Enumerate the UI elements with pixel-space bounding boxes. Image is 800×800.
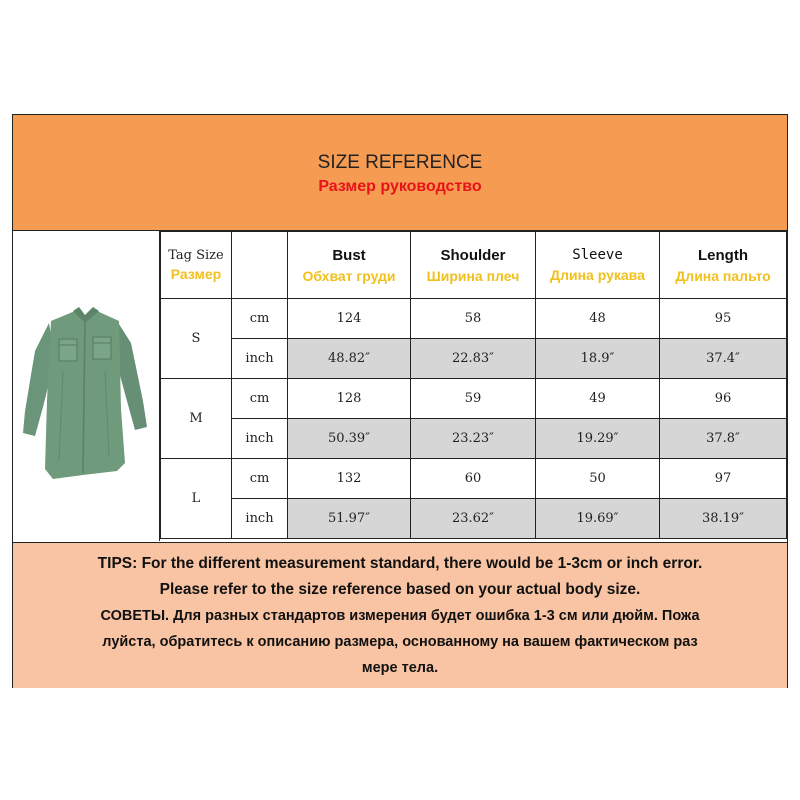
bust-label: Bust — [332, 246, 366, 264]
length-value: 97 — [660, 459, 787, 499]
sleeve-value: 50 — [536, 459, 660, 499]
size-table — [160, 231, 787, 539]
shoulder-value: 23.62″ — [411, 499, 536, 539]
shoulder-value: 59 — [411, 379, 536, 419]
shoulder-value: 23.23″ — [411, 419, 536, 459]
size-chart — [12, 114, 788, 688]
unit-cell: inch — [232, 339, 288, 379]
bust-value: 124 — [288, 299, 411, 339]
bust-value: 50.39″ — [288, 419, 411, 459]
table-header-row — [161, 232, 787, 299]
length-header — [660, 232, 787, 299]
bust-value: 48.82″ — [288, 339, 411, 379]
table-row — [161, 499, 787, 539]
table-row — [161, 299, 787, 339]
tips-line-3: СОВЕТЫ. Для разных стандартов измерения будет ошибка 1-3 см или дюйм. Пожа — [100, 607, 700, 624]
bust-value: 132 — [288, 459, 411, 499]
sleeve-header — [536, 232, 660, 299]
shoulder-value: 22.83″ — [411, 339, 536, 379]
unit-cell: inch — [232, 499, 288, 539]
shoulder-value: 60 — [411, 459, 536, 499]
size-cell: S — [161, 299, 232, 379]
tips-line-4: луйста, обратитесь к описанию размера, основанному на вашем фактическом раз — [102, 633, 698, 650]
tips-section — [13, 542, 787, 688]
length-value: 38.19″ — [660, 499, 787, 539]
tips-line-2: Please refer to the size reference based on your actual body size. — [159, 580, 641, 598]
sleeve-value: 19.69″ — [536, 499, 660, 539]
bust-header — [288, 232, 411, 299]
shoulder-label: Shoulder — [440, 246, 506, 264]
size-cell: M — [161, 379, 232, 459]
sleeve-value: 18.9″ — [536, 339, 660, 379]
sleeve-value: 19.29″ — [536, 419, 660, 459]
bust-label-ru: Обхват груди — [302, 267, 396, 284]
shoulder-value: 58 — [411, 299, 536, 339]
tips-line-5: мере тела. — [361, 659, 439, 676]
table-row — [161, 459, 787, 499]
sleeve-value: 48 — [536, 299, 660, 339]
product-photo — [13, 231, 160, 541]
tag-size-label-ru: Размер — [170, 266, 222, 282]
sleeve-label-ru: Длина рукава — [550, 267, 645, 283]
shoulder-label-ru: Ширина плеч — [426, 267, 520, 284]
sleeve-value: 49 — [536, 379, 660, 419]
unit-header — [232, 232, 288, 299]
shirt-image — [13, 231, 159, 541]
length-value: 37.4″ — [660, 339, 787, 379]
unit-cell: cm — [232, 459, 288, 499]
unit-cell: cm — [232, 379, 288, 419]
bust-value: 51.97″ — [288, 499, 411, 539]
length-value: 37.8″ — [660, 419, 787, 459]
unit-cell: inch — [232, 419, 288, 459]
tag-size-label: Tag Size — [168, 248, 224, 263]
table-row — [161, 339, 787, 379]
length-value: 96 — [660, 379, 787, 419]
tips-line-1: TIPS: For the different measurement standard, there would be 1-3cm or inch error. — [97, 554, 703, 572]
size-chart-header — [13, 115, 787, 231]
table-row — [161, 419, 787, 459]
sleeve-label: Sleeve — [572, 247, 623, 263]
bust-value: 128 — [288, 379, 411, 419]
unit-cell: cm — [232, 299, 288, 339]
length-label-ru: Длина пальто — [675, 267, 771, 284]
shoulder-header — [411, 232, 536, 299]
chart-subtitle: Размер руководство — [318, 177, 482, 195]
table-row — [161, 379, 787, 419]
length-label: Length — [698, 246, 748, 264]
size-cell: L — [161, 459, 232, 539]
chart-title: SIZE REFERENCE — [317, 151, 483, 173]
tag-size-header — [161, 232, 232, 299]
length-value: 95 — [660, 299, 787, 339]
